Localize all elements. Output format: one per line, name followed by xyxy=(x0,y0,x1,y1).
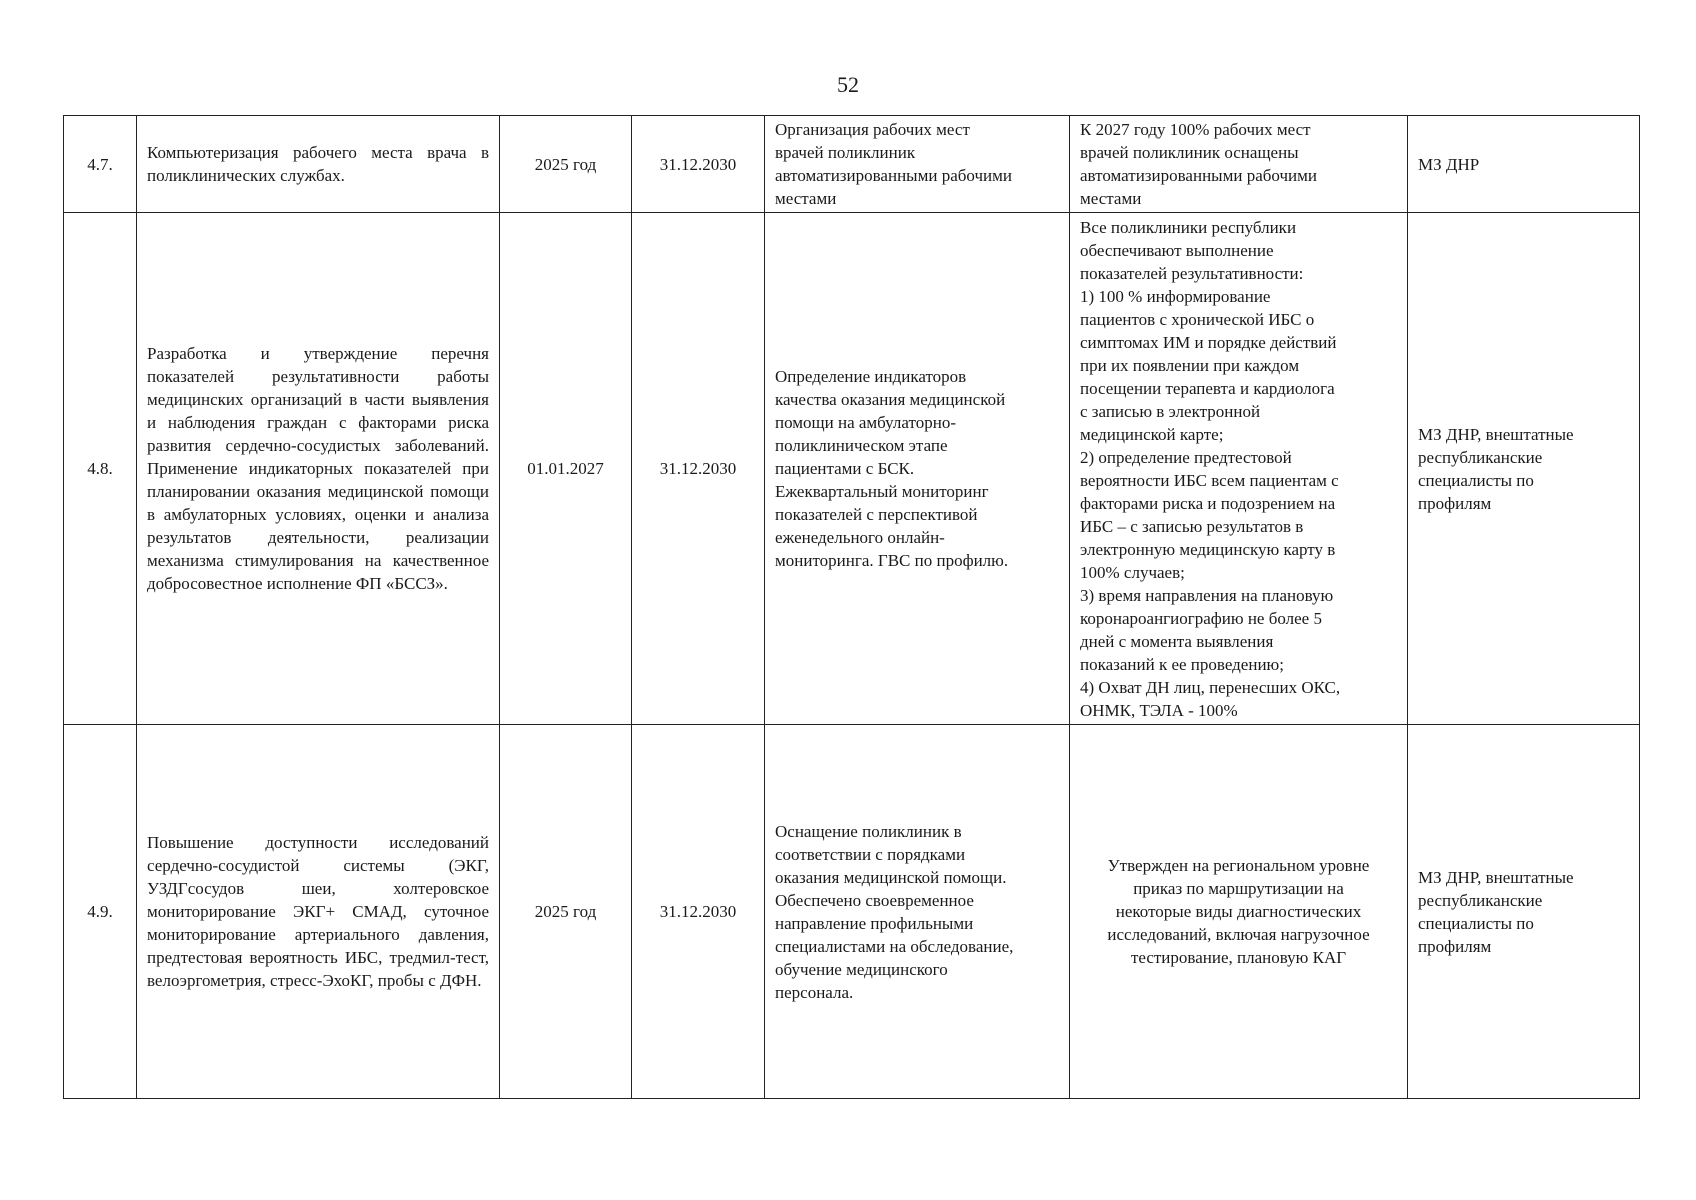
page-number: 52 xyxy=(837,72,859,97)
start-date: 2025 год xyxy=(500,725,632,1099)
activity-name: Повышение доступности исследований сердечно-сосудистой системы (ЭКГ, УЗДГсосудов шеи, холтеровское мониторирование ЭКГ+ СМАД, суточное мониторирование артериального давления, предтестовая вероятность ИБС, тредмил-тест, велоэргометрия, стресс-ЭхоКГ, пробы с ДФН. xyxy=(137,725,500,1099)
activity-name: Разработка и утверждение перечня показателей результативности работы медицинских организаций в части выявления и наблюдения граждан с факторами риска развития сердечно-сосудистых заболеваний. Применение индикаторных показателей при планировании оказания медицинской помощи в амбулаторных условиях, оценки и анализа результатов деятельности, реализации механизма стимулирования на качественное добросовестное исполнение ФП «БССЗ». xyxy=(137,213,500,725)
table-row xyxy=(64,116,1640,213)
activity-name: Компьютеризация рабочего места врача в поликлинических службах. xyxy=(137,116,500,213)
end-date: 31.12.2030 xyxy=(632,213,765,725)
item-number: 4.8. xyxy=(64,213,137,725)
indicator: Утвержден на региональном уровне приказ по маршрутизации на некоторые виды диагностических исследований, включая нагрузочное тестирование, плановую КАГ xyxy=(1070,725,1408,1099)
expected-result: Определение индикаторов качества оказания медицинской помощи на амбулаторно- поликлиническом этапе пациентами с БСК. Ежеквартальный мониторинг показателей с перспективой еженедельного онлайн- мониторинга. ГВС по профилю. xyxy=(765,213,1070,725)
expected-result: Организация рабочих мест врачей поликлиник автоматизированными рабочими местами xyxy=(765,116,1070,213)
table-row xyxy=(64,725,1640,1099)
responsible: МЗ ДНР, внештатные республиканские специалисты по профилям xyxy=(1408,213,1640,725)
start-date: 2025 год xyxy=(500,116,632,213)
activities-table xyxy=(63,115,1640,1099)
end-date: 31.12.2030 xyxy=(632,725,765,1099)
table-row xyxy=(64,213,1640,725)
indicator: К 2027 году 100% рабочих мест врачей поликлиник оснащены автоматизированными рабочими местами xyxy=(1070,116,1408,213)
item-number: 4.9. xyxy=(64,725,137,1099)
indicator: Все поликлиники республики обеспечивают выполнение показателей результативности: 1) 100 % информирование пациентов с хронической ИБС о симптомах ИМ и порядке действий при их появлении при каждом посещении терапевта и кардиолога с записью в электронной медицинской карте; 2) определение предтестовой вероятности ИБС всем пациентам с факторами риска и подозрением на ИБС – с записью результатов в электронную медицинскую карту в 100% случаев; 3) время направления на плановую коронароангиографию не более 5 дней с момента выявления показаний к ее проведению; 4) Охват ДН лиц, перенесших ОКС, ОНМК, ТЭЛА - 100% xyxy=(1070,213,1408,725)
item-number: 4.7. xyxy=(64,116,137,213)
start-date: 01.01.2027 xyxy=(500,213,632,725)
responsible: МЗ ДНР xyxy=(1408,116,1640,213)
responsible: МЗ ДНР, внештатные республиканские специалисты по профилям xyxy=(1408,725,1640,1099)
expected-result: Оснащение поликлиник в соответствии с порядками оказания медицинской помощи. Обеспечено своевременное направление профильными специалистами на обследование, обучение медицинского персонала. xyxy=(765,725,1070,1099)
end-date: 31.12.2030 xyxy=(632,116,765,213)
